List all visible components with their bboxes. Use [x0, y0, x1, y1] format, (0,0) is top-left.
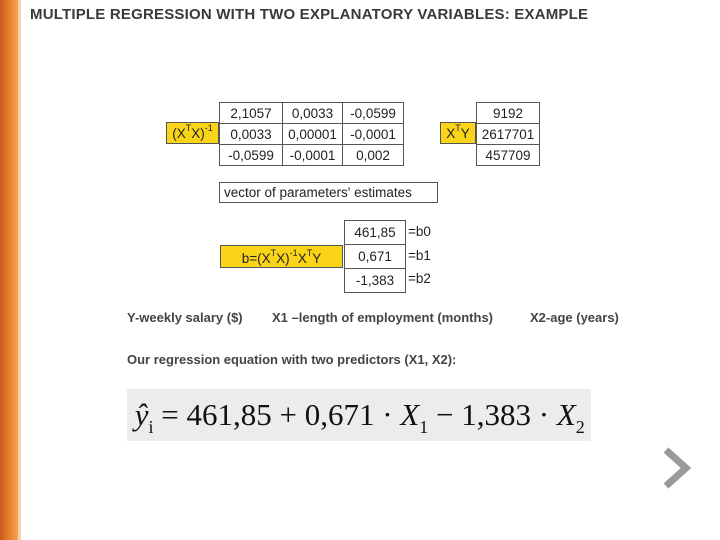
next-chevron-icon[interactable]	[660, 446, 694, 490]
matrix-cell: 0,002	[343, 145, 404, 166]
vector-caption: vector of parameters' estimates	[219, 182, 438, 203]
estimate-row	[345, 245, 406, 269]
xty-label: $X^TY$	[440, 122, 476, 144]
variable-x2: X2-age (years)	[530, 310, 619, 325]
estimate-label-b2: =b2	[408, 271, 431, 286]
estimates-vector	[344, 220, 406, 293]
xtx-inverse-label: $(X^TX)^{-1}$	[166, 122, 219, 144]
matrix-cell: 0,00001	[283, 124, 343, 145]
estimate-value: 461,85	[345, 221, 406, 245]
side-accent-edge	[18, 0, 21, 540]
matrix-row	[220, 124, 404, 145]
matrix-cell: 0,0033	[220, 124, 283, 145]
side-accent-bar	[0, 0, 18, 540]
matrix-cell: -0,0001	[283, 145, 343, 166]
estimate-label-b1: =b1	[408, 248, 431, 263]
vector-cell: 2617701	[477, 124, 540, 145]
vector-row	[477, 103, 540, 124]
variable-x1: X1 –length of employment (months)	[272, 310, 494, 325]
vector-row	[477, 124, 540, 145]
estimate-value: 0,671	[345, 245, 406, 269]
matrix-row	[220, 145, 404, 166]
vector-row	[477, 145, 540, 166]
eq-mid: − 1,383 ·	[428, 397, 557, 432]
matrix-cell: -0,0599	[343, 103, 404, 124]
estimate-row	[345, 221, 406, 245]
b-formula-label: $b=(X^TX)^{-1}X^TY$	[220, 245, 343, 268]
xtx-inverse-matrix	[219, 102, 404, 166]
slide-title: MULTIPLE REGRESSION WITH TWO EXPLANATORY VARIABLES: EXAMPLE	[30, 6, 589, 23]
matrix-row	[220, 103, 404, 124]
estimate-label-b0: =b0	[408, 224, 431, 239]
vector-cell: 457709	[477, 145, 540, 166]
matrix-cell: -0,0599	[220, 145, 283, 166]
matrix-cell: -0,0001	[343, 124, 404, 145]
matrix-cell: 2,1057	[220, 103, 283, 124]
regression-equation: $ŷ_i = 461,85 + 0,671 \cdot X_1 - 1,383 \cdot X_2$	[127, 389, 591, 441]
vector-cell: 9192	[477, 103, 540, 124]
eq-rhs: = 461,85 + 0,671 ·	[161, 397, 401, 432]
matrix-cell: 0,0033	[283, 103, 343, 124]
equation-intro: Our regression equation with two predictors (X1, X2):	[127, 352, 457, 367]
estimate-value: -1,383	[345, 269, 406, 293]
xty-vector	[476, 102, 540, 166]
estimate-row	[345, 269, 406, 293]
variable-y: Y-weekly salary ($)	[127, 310, 243, 325]
eq-lhs: ŷ	[134, 397, 149, 432]
